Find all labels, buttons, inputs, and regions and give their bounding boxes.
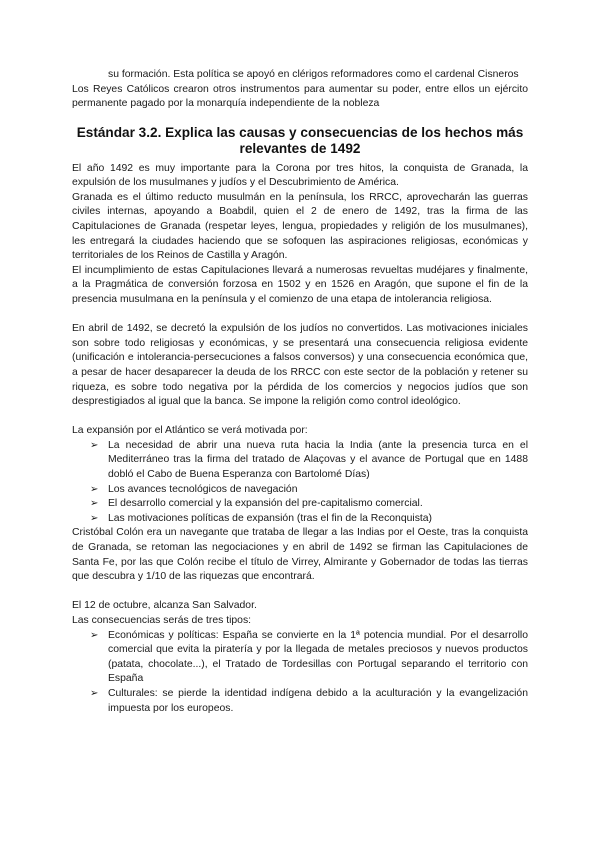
- arrow-bullet-icon: ➢: [90, 498, 99, 510]
- paragraph-expulsion-judios: En abril de 1492, se decretó la expulsión de los judíos no convertidos. Las motivaciones iniciales son sobre todo religiosas y económicas, y se presentará una consecuencia religiosa evidente (unificación e intolerancia-persecuciones a falsos conversos) y una consecuencia económica que, a pesar de hacer desaparecer la deuda de los RRCC con este sector de la población y retener su riqueza, es sobre todo negativa por la pérdida de los comercios y negocios judíos que son desprestigiados al igual que la banca. Se impone la religión como control ideológico.: [72, 323, 528, 408]
- list-item: [90, 687, 528, 716]
- list-item-text: La necesidad de abrir una nueva ruta hacia la India (ante la presencia turca en el Mediterráneo tras la firma del tratado de Alaçovas y el avance de Portugal que en 1488 dobló el Cabo de Buena Esperanza con Bartolomé Días): [108, 439, 528, 481]
- motivations-list: [72, 439, 528, 527]
- paragraph-colon: Cristóbal Colón era un navegante que trataba de llegar a las Indias por el Oeste, tras la conquista de Granada, se retoman las negociaciones y en abril de 1492 se firman las Capitulaciones de Santa Fe, por las que Colón recibe el título de Virrey, Almirante y Gobernador de todas las tierras que descubra y 1/10 de las riquezas que encontrará.: [72, 527, 528, 583]
- paragraph-gap: [72, 308, 528, 323]
- arrow-bullet-icon: ➢: [90, 512, 99, 524]
- document-page: [72, 68, 528, 716]
- list-item: [90, 512, 528, 527]
- list-item: [90, 483, 528, 498]
- paragraph-gap: [72, 585, 528, 600]
- list-item: [90, 497, 528, 512]
- paragraph-san-salvador: El 12 de octubre, alcanza San Salvador.: [72, 600, 257, 612]
- list-item: [90, 629, 528, 687]
- arrow-bullet-icon: ➢: [90, 629, 99, 641]
- intro-paragraph: Los Reyes Católicos crearon otros instrumentos para aumentar su poder, entre ellos un ejército permanente pagado por la monarquía independiente de la nobleza: [72, 83, 528, 110]
- section-heading: Estándar 3.2. Explica las causas y consecuencias de los hechos más relevantes de 1492: [76, 124, 524, 157]
- paragraph-consecuencias: Las consecuencias serás de tres tipos:: [72, 615, 252, 626]
- arrow-bullet-icon: ➢: [90, 439, 99, 451]
- list-item: [90, 439, 528, 483]
- list-item-text: El desarrollo comercial y la expansión del pre-capitalismo comercial.: [108, 498, 423, 510]
- arrow-bullet-icon: ➢: [90, 483, 99, 495]
- list-item-text: Económicas y políticas: España se convierte en la 1ª potencia mundial. Por el desarrollo comercial que evita la piratería y por la llegada de metales preciosos y nuevos productos (patata, chocolate...), el Tratado de Tordesillas con Portugal separando el territorio con España: [108, 629, 528, 685]
- paragraph-expansion-atlantico: La expansión por el Atlántico se verá motivada por:: [72, 425, 308, 437]
- consequences-list: [72, 629, 528, 717]
- paragraph-granada: Granada es el último reducto musulmán en la península, los RRCC, aprovecharán las guerras civiles internas, apoyando a Boabdil, quien el 2 de enero de 1492, tras la firma de las Capitulaciones de Granada (respetar leyes, lengua, propiedades y religión de los musulmanes), les entregará la ciudades haciendo que se sofoquen las aspiraciones religiosas, económicas y territoriales de los Reinos de Castilla y Aragón.: [72, 191, 528, 262]
- continued-bullet-text: su formación. Esta política se apoyó en clérigos reformadores como el cardenal Cisneros: [108, 69, 519, 80]
- paragraph-capitulaciones: El incumplimiento de estas Capitulaciones llevará a numerosas revueltas mudéjares y finalmente, a la Pragmática de conversión forzosa en 1502 y en 1526 en Aragón, que supone el fin de la presencia musulmana en la península y el comienzo de una etapa de intolerancia religiosa.: [72, 264, 528, 305]
- paragraph-gap: [72, 410, 528, 425]
- paragraph-1492-hitos: El año 1492 es muy importante para la Corona por tres hitos, la conquista de Granada, la expulsión de los musulmanes y judíos y el Descubrimiento de América.: [72, 162, 528, 189]
- list-item-text: Las motivaciones políticas de expansión (tras el fin de la Reconquista): [108, 512, 433, 524]
- arrow-bullet-icon: ➢: [90, 687, 99, 699]
- list-item-text: Culturales: se pierde la identidad indígena debido a la aculturación y la evangelización impuesta por los europeos.: [108, 687, 528, 714]
- list-item-text: Los avances tecnológicos de navegación: [108, 483, 298, 495]
